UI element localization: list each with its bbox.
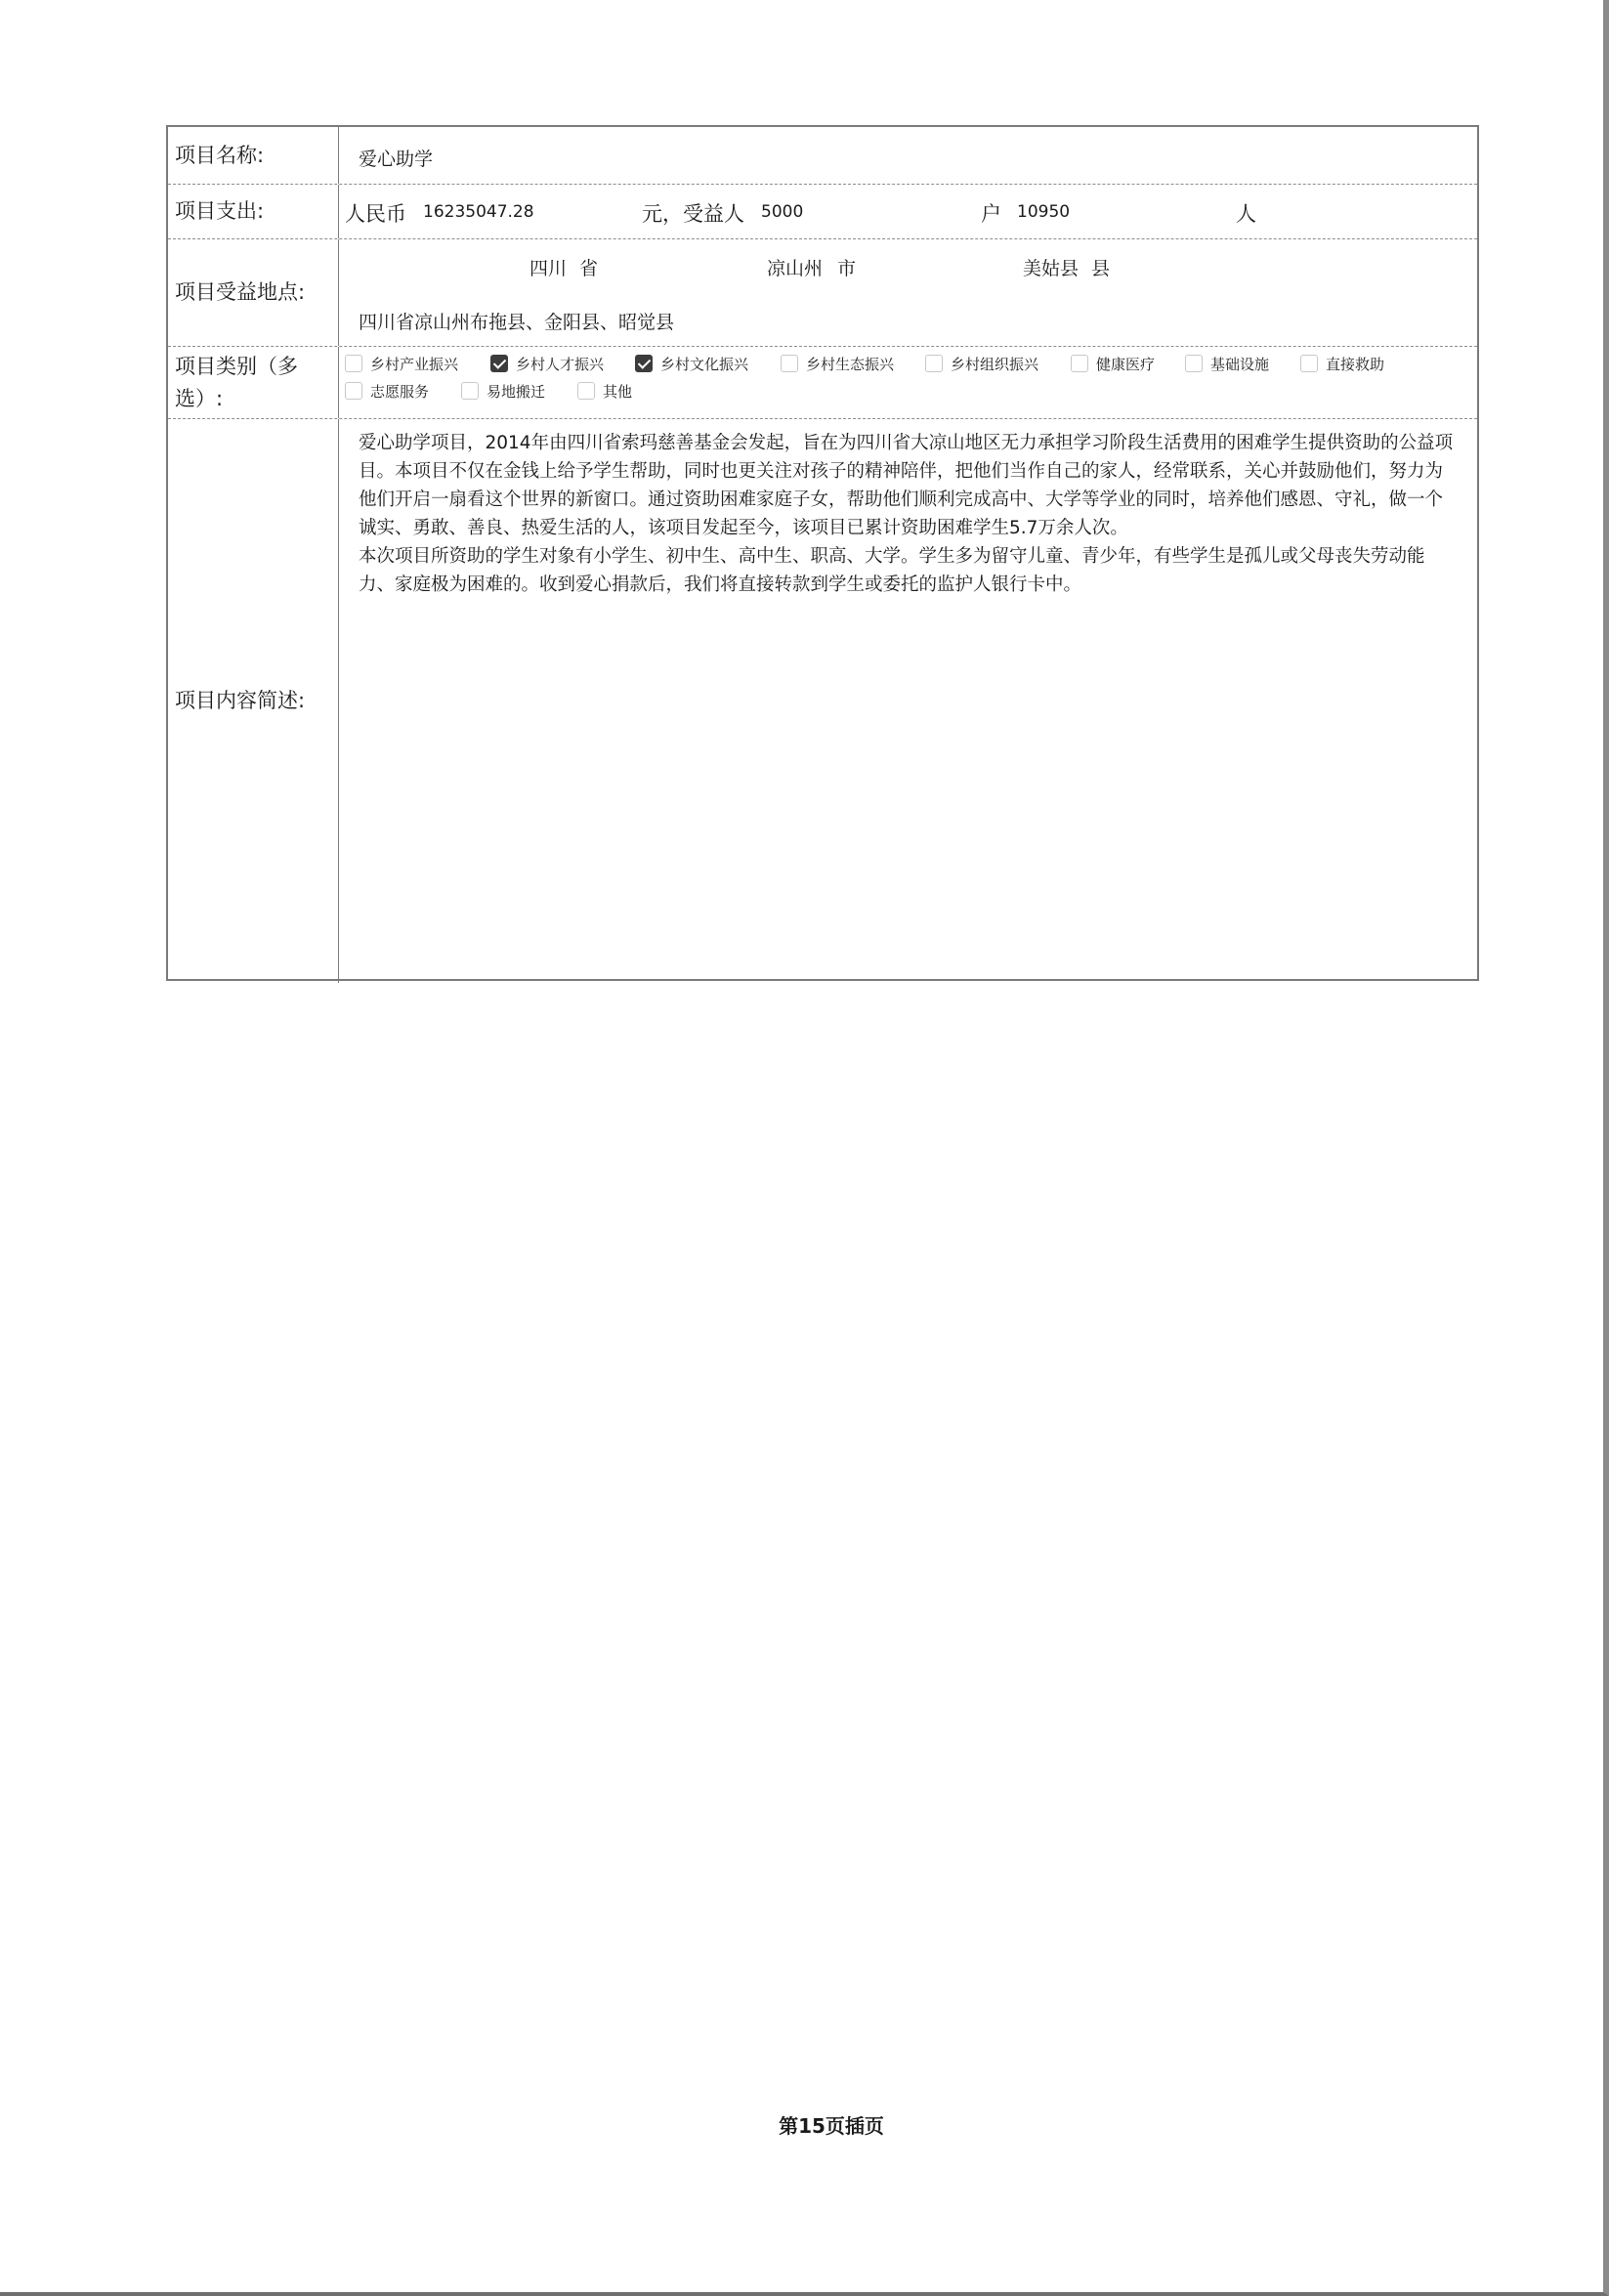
person-count: 10950 bbox=[1017, 202, 1071, 222]
row-project-name bbox=[168, 127, 1477, 185]
location-label: 项目受益地点: bbox=[168, 239, 339, 346]
province-value: 四川 bbox=[529, 258, 568, 279]
person-unit: 人 bbox=[1236, 202, 1256, 226]
description-cell bbox=[339, 419, 1477, 983]
description-text bbox=[359, 429, 1467, 599]
row-description bbox=[168, 419, 1477, 983]
project-name-label: 项目名称: bbox=[168, 127, 339, 184]
category-option-label: 其他 bbox=[603, 383, 633, 401]
category-option-label: 志愿服务 bbox=[370, 383, 430, 401]
city-value: 凉山州 bbox=[767, 258, 824, 279]
description-line: 力、家庭极为困难的。收到爱心捐款后，我们将直接转款到学生或委托的监护人银行卡中。 bbox=[359, 574, 1082, 595]
category-checkbox[interactable] bbox=[490, 355, 508, 372]
row-location bbox=[168, 239, 1477, 347]
category-option-label: 乡村组织振兴 bbox=[951, 356, 1039, 373]
project-name-value: 爱心助学 bbox=[359, 149, 434, 170]
category-checkbox[interactable] bbox=[925, 355, 943, 372]
description-label: 项目内容简述: bbox=[168, 419, 339, 983]
expenditure-label: 项目支出: bbox=[168, 185, 339, 238]
row-category bbox=[168, 347, 1477, 419]
description-line: 他们开启一扇看这个世界的新窗口。通过资助困难家庭子女，帮助他们顺利完成高中、大学等学业的同时，培养他们感恩、守礼，做一个 bbox=[359, 489, 1444, 510]
category-checkbox[interactable] bbox=[781, 355, 798, 372]
row-expenditure bbox=[168, 185, 1477, 239]
location-cell bbox=[339, 239, 1477, 346]
description-line: 本次项目所资助的学生对象有小学生、初中生、高中生、职高、大学。学生多为留守儿童、青少年，有些学生是孤儿或父母丧失劳动能 bbox=[359, 546, 1425, 567]
city-unit: 市 bbox=[837, 258, 857, 279]
category-checkbox[interactable] bbox=[461, 382, 479, 400]
category-checkbox[interactable] bbox=[1071, 355, 1088, 372]
description-line: 爱心助学项目，2014年由四川省索玛慈善基金会发起，旨在为四川省大凉山地区无力承担学习阶段生活费用的困难学生提供资助的公益项 bbox=[359, 433, 1454, 453]
category-label bbox=[168, 347, 339, 418]
household-unit: 户 bbox=[981, 202, 1001, 226]
household-count: 5000 bbox=[761, 202, 804, 222]
category-label-line2: 选）: bbox=[175, 386, 224, 410]
county-value: 美姑县 bbox=[1023, 258, 1080, 279]
category-label-line1: 项目类别（多 bbox=[175, 354, 298, 378]
category-option-label: 健康医疗 bbox=[1096, 356, 1156, 373]
project-form bbox=[166, 125, 1479, 981]
county-unit: 县 bbox=[1091, 258, 1111, 279]
page-note: 第15页插页 bbox=[779, 2114, 884, 2138]
province-unit: 省 bbox=[579, 258, 599, 279]
location-detail: 四川省凉山州布拖县、金阳县、昭觉县 bbox=[359, 312, 675, 333]
category-option-label: 乡村产业振兴 bbox=[370, 356, 459, 373]
expenditure-amount: 16235047.28 bbox=[423, 202, 534, 222]
category-option-label: 易地搬迁 bbox=[487, 383, 546, 401]
expenditure-cell bbox=[339, 185, 1477, 238]
category-option-label: 乡村人才振兴 bbox=[516, 356, 605, 373]
category-option-label: 乡村生态振兴 bbox=[806, 356, 895, 373]
category-option-label: 直接救助 bbox=[1326, 356, 1385, 373]
category-option-label: 基础设施 bbox=[1210, 356, 1270, 373]
currency-prefix: 人民币 bbox=[345, 202, 406, 226]
yuan-beneficiary-text: 元，受益人 bbox=[642, 202, 744, 226]
description-line: 诚实、勇敢、善良、热爱生活的人，该项目发起至今，该项目已累计资助困难学生5.7万余人次。 bbox=[359, 518, 1128, 538]
category-checkbox[interactable] bbox=[345, 355, 362, 372]
description-line: 目。本项目不仅在金钱上给予学生帮助，同时也更关注对孩子的精神陪伴，把他们当作自己的家人，经常联系，关心并鼓励他们，努力为 bbox=[359, 461, 1444, 482]
category-checkbox[interactable] bbox=[1300, 355, 1318, 372]
category-checkbox[interactable] bbox=[635, 355, 653, 372]
category-option-label: 乡村文化振兴 bbox=[660, 356, 749, 373]
category-checkbox[interactable] bbox=[577, 382, 595, 400]
category-cell bbox=[339, 347, 1477, 418]
project-name-cell bbox=[339, 127, 1477, 184]
category-checkbox[interactable] bbox=[1185, 355, 1203, 372]
category-checkbox[interactable] bbox=[345, 382, 362, 400]
